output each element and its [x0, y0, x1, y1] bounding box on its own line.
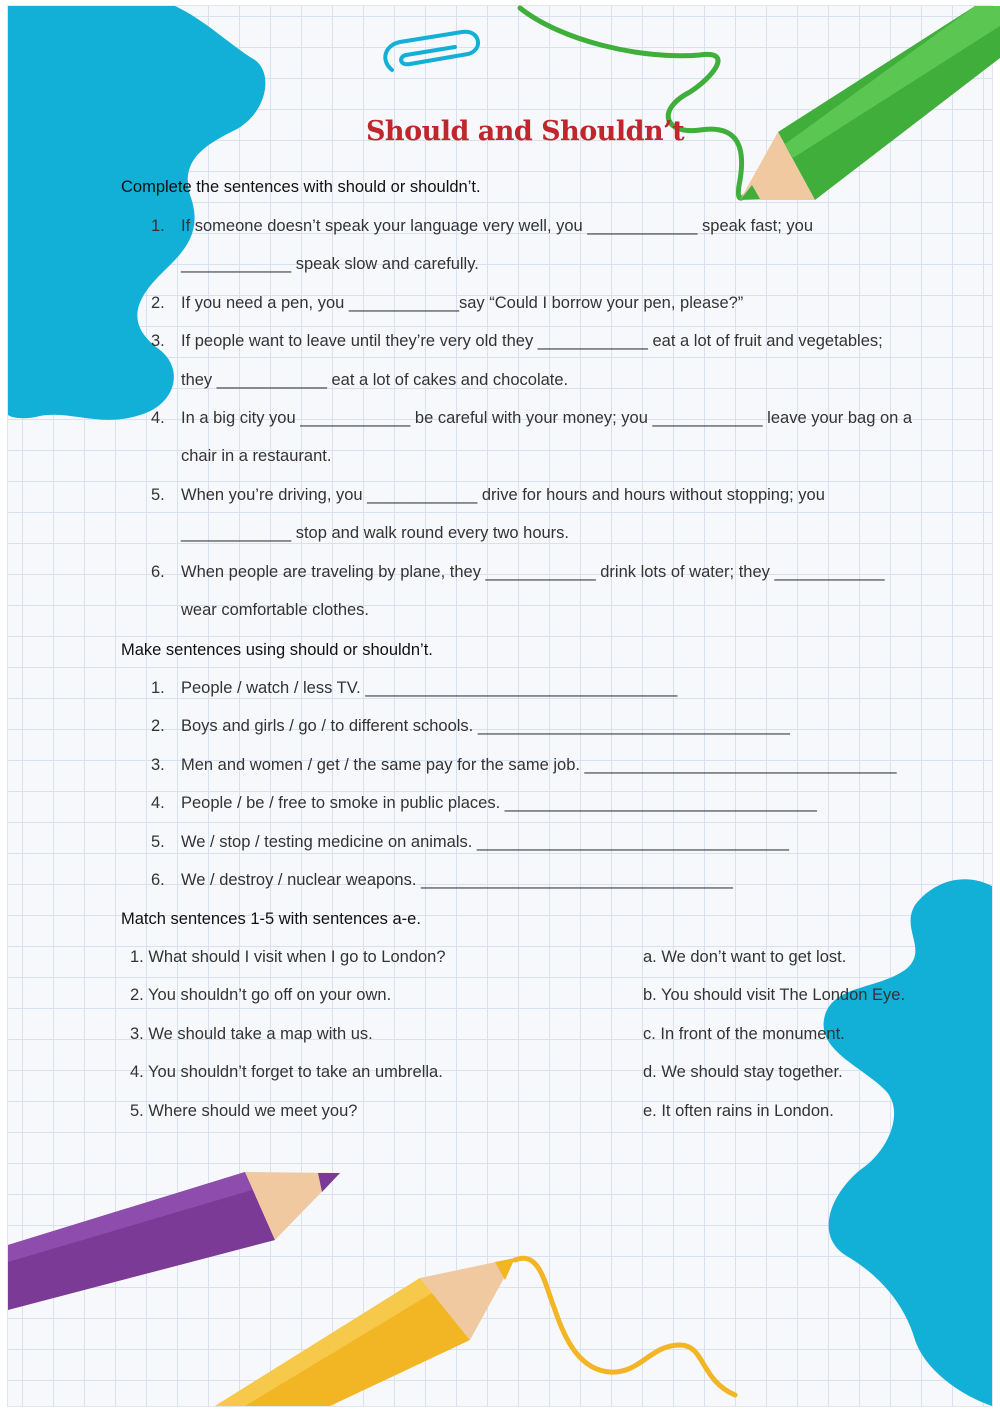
- item-number: 5.: [151, 833, 165, 851]
- item-line: In a big city you ____________ be careful with your money; you ____________ leave your bag on a: [181, 409, 913, 427]
- item-line: chair in a restaurant.: [181, 447, 332, 465]
- item-number: 2.: [151, 717, 165, 735]
- item-number: 5.: [151, 486, 165, 504]
- item-number: 1.: [151, 679, 165, 697]
- match-left-item: 5. Where should we meet you?: [130, 1102, 358, 1120]
- item-line: If you need a pen, you ____________say “Could I borrow your pen, please?”: [181, 294, 744, 312]
- item-line: When you’re driving, you ____________ drive for hours and hours without stopping; you: [181, 486, 825, 504]
- sentence-prompt: We / stop / testing medicine on animals. __________________________________: [181, 833, 789, 851]
- item-number: 4.: [151, 794, 165, 812]
- section-2-heading: Make sentences using should or shouldn’t.: [121, 641, 433, 659]
- item-number: 6.: [151, 871, 165, 889]
- item-line: ____________ speak slow and carefully.: [181, 255, 479, 273]
- item-line: When people are traveling by plane, they ____________ drink lots of water; they ____________: [181, 563, 885, 581]
- sentence-prompt: People / watch / less TV. __________________________________: [181, 679, 678, 697]
- match-left-item: 2. You shouldn’t go off on your own.: [130, 986, 392, 1004]
- match-right-item: c. In front of the monument.: [643, 1025, 845, 1043]
- item-line: wear comfortable clothes.: [181, 601, 370, 619]
- item-line: they ____________ eat a lot of cakes and chocolate.: [181, 371, 569, 389]
- item-number: 2.: [151, 294, 165, 312]
- sentence-prompt: We / destroy / nuclear weapons. __________________________________: [181, 871, 733, 889]
- item-number: 6.: [151, 563, 165, 581]
- item-number: 3.: [151, 332, 165, 350]
- page-title: Should and Shouldn’t: [365, 116, 685, 147]
- match-right-item: b. You should visit The London Eye.: [643, 986, 906, 1004]
- match-left-item: 4. You shouldn’t forget to take an umbrella.: [130, 1063, 443, 1081]
- item-number: 4.: [151, 409, 165, 427]
- item-number: 3.: [151, 756, 165, 774]
- item-line: ____________ stop and walk round every two hours.: [181, 524, 570, 542]
- match-right-item: a. We don’t want to get lost.: [643, 948, 847, 966]
- item-line: If someone doesn’t speak your language very well, you ____________ speak fast; you: [181, 217, 814, 235]
- match-right-item: e. It often rains in London.: [643, 1102, 834, 1120]
- item-number: 1.: [151, 217, 165, 235]
- sentence-prompt: Boys and girls / go / to different schools. __________________________________: [181, 717, 790, 735]
- match-right-item: d. We should stay together.: [643, 1063, 843, 1081]
- sentence-prompt: Men and women / get / the same pay for the same job. __________________________________: [181, 756, 897, 774]
- item-line: If people want to leave until they’re very old they ____________ eat a lot of fruit and vegetables;: [181, 332, 883, 350]
- section-3-heading: Match sentences 1-5 with sentences a-e.: [121, 910, 421, 928]
- match-left-item: 3. We should take a map with us.: [130, 1025, 373, 1043]
- match-left-item: 1. What should I visit when I go to London?: [130, 948, 446, 966]
- sentence-prompt: People / be / free to smoke in public places. __________________________________: [181, 794, 817, 812]
- section-1-heading: Complete the sentences with should or shouldn’t.: [121, 178, 481, 196]
